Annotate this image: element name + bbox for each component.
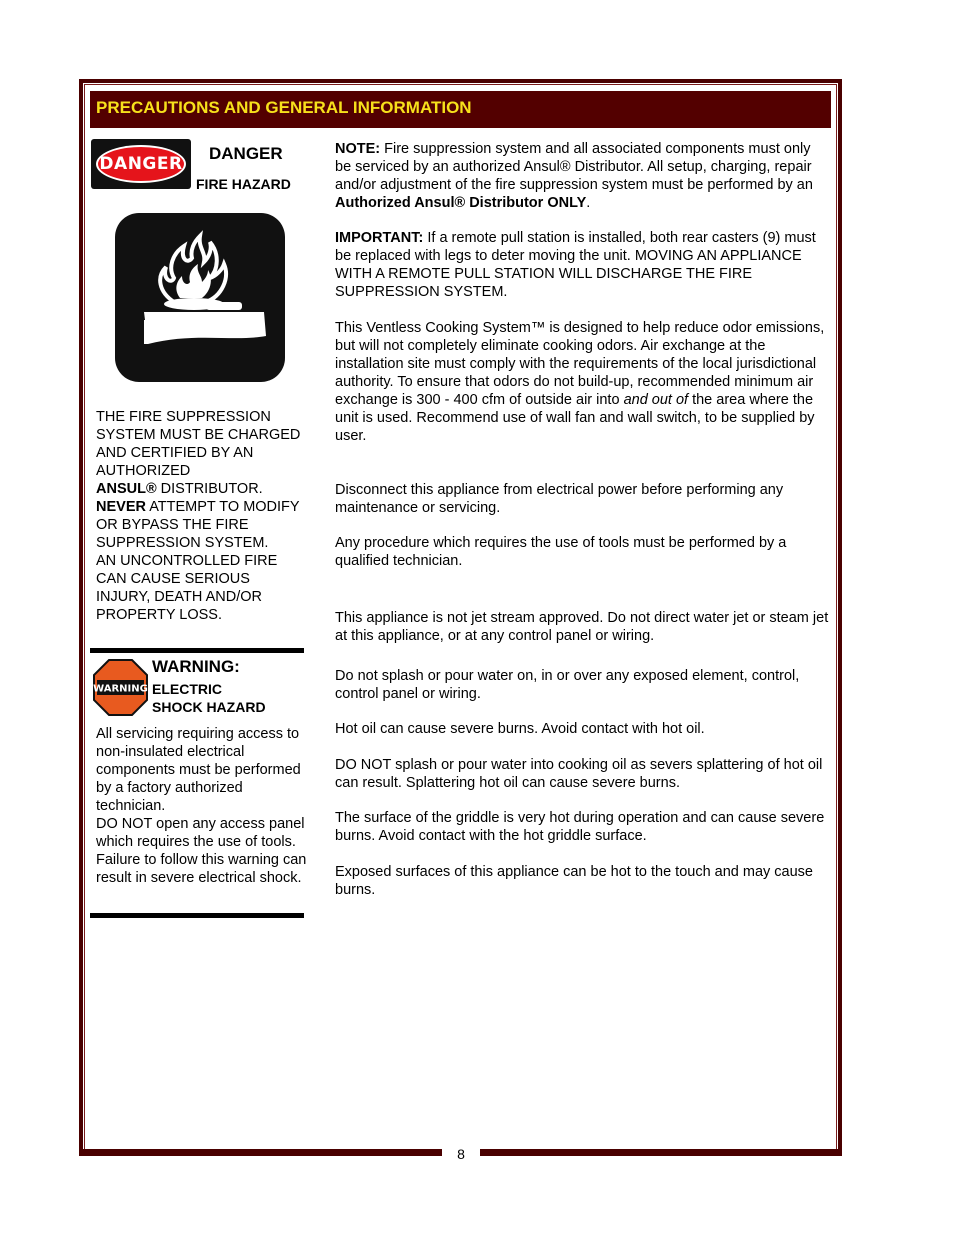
- fire-hazard-icon: [114, 212, 286, 383]
- tools-paragraph: Any procedure which requires the use of tools must be performed by a qualified technician.: [335, 535, 787, 569]
- important-paragraph: IMPORTANT: If a remote pull station is installed, both rear casters (9) must be replaced with legs to deter moving the unit. MOVING AN APPLIANCE WITH A REMOTE PULL STATION WILL DISCHARGE THE FIRE SUPPRESSION SYSTEM.: [335, 230, 816, 300]
- ventless-paragraph: This Ventless Cooking System™ is designed to help reduce odor emissions, but will not completely eliminate cooking odors. Air exchange at the installation site must comply with the requirements of the local jurisdictional authority. To ensure that odors do not build-up, recommended minimum air exchange is 300 - 400 cfm of outside air into and out of the area where the unit is used. Recommend use of wall fan and wall switch, to be supplied by user.: [335, 320, 825, 444]
- danger-oval: [96, 145, 186, 183]
- danger-badge-text: DANGER: [99, 154, 183, 174]
- danger-text: THE FIRE SUPPRESSION SYSTEM MUST BE CHARGED AND CERTIFIED BY AN AUTHORIZED ANSUL® DISTRIBUTOR. NEVER ATTEMPT TO MODIFY OR BYPASS THE FIRE SUPPRESSION SYSTEM. AN UNCONTROLLED FIRE CAN CAUSE SERIOUS INJURY, DEATH AND/OR PROPERTY LOSS.: [96, 409, 301, 623]
- divider-bottom: [90, 913, 304, 918]
- danger-title: DANGER: [209, 144, 283, 163]
- note-paragraph: NOTE: Fire suppression system and all associated components must only be serviced by an authorized Ansul® Distributor. All setup, charging, repair and/or adjustment of the fire suppression system must be performed by an Authorized Ansul® Distributor ONLY.: [335, 141, 813, 211]
- jet-stream-paragraph: This appliance is not jet stream approved. Do not direct water jet or steam jet at this appliance, or at any control panel or wiring.: [335, 610, 829, 644]
- electric-shock-hazard-label: ELECTRIC SHOCK HAZARD: [152, 681, 266, 715]
- warning-octagon-icon: [93, 659, 148, 716]
- warning-sign-text: WARNING: [93, 683, 148, 695]
- hot-oil-paragraph: Hot oil can cause severe burns. Avoid contact with hot oil.: [335, 721, 705, 737]
- never-emphasis: NEVER: [96, 499, 146, 515]
- fire-hazard-label: FIRE HAZARD: [196, 176, 291, 192]
- warning-text: All servicing requiring access to non-insulated electrical components must be performed by a factory authorized technician. DO NOT open any access panel which requires the use of tools. Failure to follow this warning can result in severe electrical shock.: [96, 726, 307, 886]
- griddle-paragraph: The surface of the griddle is very hot during operation and can cause severe burns. Avoid contact with the hot griddle surface.: [335, 810, 825, 844]
- divider: [90, 648, 304, 653]
- disconnect-paragraph: Disconnect this appliance from electrical power before performing any maintenance or servicing.: [335, 482, 784, 516]
- warning-title: WARNING:: [152, 657, 240, 676]
- ansul-brand: ANSUL®: [96, 481, 157, 497]
- exposed-surfaces-paragraph: Exposed surfaces of this appliance can be hot to the touch and may cause burns.: [335, 864, 813, 898]
- footer-rule-right: [480, 1149, 842, 1156]
- oil-splash-paragraph: DO NOT splash or pour water into cooking oil as severs splattering of hot oil can result. Splattering hot oil can cause severe burns.: [335, 757, 823, 791]
- footer-rule-left: [79, 1149, 442, 1156]
- section-header: [90, 91, 831, 128]
- section-title: PRECAUTIONS AND GENERAL INFORMATION: [96, 98, 472, 117]
- danger-badge-icon: [91, 139, 191, 189]
- page-number: 8: [457, 1146, 465, 1162]
- splash-paragraph: Do not splash or pour water on, in or over any exposed element, control, control panel or wiring.: [335, 668, 800, 702]
